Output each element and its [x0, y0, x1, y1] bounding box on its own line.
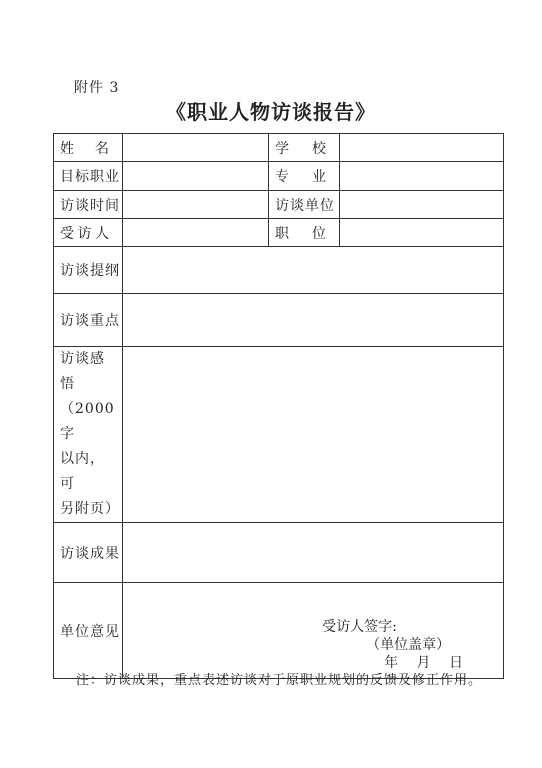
key-points-label: 访谈重点: [60, 313, 120, 329]
major-label-char: 业: [312, 169, 327, 185]
school-label-char: 学: [275, 140, 290, 157]
interview-unit-field[interactable]: [340, 191, 504, 219]
school-field[interactable]: [340, 134, 504, 162]
date-label: 年 月 日: [384, 655, 463, 671]
interview-time-label-cell: [54, 191, 123, 219]
name-label-char: 名: [95, 140, 110, 157]
name-label-char: 姓: [60, 140, 75, 157]
interview-report-form: [53, 133, 504, 679]
unit-opinion-field[interactable]: [123, 583, 504, 679]
form-row-target-job: [54, 162, 504, 191]
position-label-char: 位: [312, 225, 327, 242]
target-job-field[interactable]: [123, 162, 269, 191]
results-label: 访谈成果: [60, 545, 120, 562]
results-field[interactable]: [123, 523, 504, 583]
form-row-results: [54, 523, 504, 583]
position-field[interactable]: [340, 219, 504, 247]
form-row-reflection: [54, 347, 504, 523]
interviewee-label-char: 受: [60, 225, 75, 242]
position-label-char: 职: [275, 225, 290, 242]
reflection-field[interactable]: [123, 347, 504, 523]
unit-opinion-label: 单位意见: [60, 623, 120, 640]
major-field[interactable]: [340, 162, 504, 191]
form-row-name: [54, 134, 504, 162]
interview-unit-label: 访谈单位: [275, 197, 335, 214]
signature-label: 受访人签字:: [322, 619, 397, 635]
form-row-interview-time: [54, 191, 504, 219]
form-row-unit-opinion: [54, 583, 504, 679]
major-label-char: 专: [275, 169, 290, 185]
interviewee-label-char: 人: [95, 225, 110, 242]
attachment-label: 附件 3: [74, 80, 120, 96]
name-label-cell: [54, 134, 123, 162]
results-label-cell: [54, 523, 123, 583]
outline-field[interactable]: [123, 247, 504, 294]
seal-label: （单位盖章）: [366, 637, 451, 653]
form-row-key-points: [54, 294, 504, 347]
major-label-cell: [269, 162, 340, 191]
reflection-label: 访谈感悟 （2000 字 以内，可 另附页）: [60, 351, 120, 517]
key-points-field[interactable]: [123, 294, 504, 347]
signature-block: [322, 618, 463, 672]
form-row-interviewee: [54, 219, 504, 247]
interviewee-label-cell: [54, 219, 123, 247]
page-title: 《职业人物访谈报告》: [166, 100, 376, 124]
interview-time-field[interactable]: [123, 191, 269, 219]
outline-label: 访谈提纲: [60, 263, 120, 279]
unit-opinion-label-cell: [54, 583, 123, 679]
interviewee-label-char: 访: [77, 225, 93, 242]
position-label-cell: [269, 219, 340, 247]
outline-label-cell: [54, 247, 123, 294]
reflection-label-cell: [54, 347, 123, 523]
interview-time-label: 访谈时间: [60, 197, 120, 214]
school-label-char: 校: [312, 140, 327, 157]
school-label-cell: [269, 134, 340, 162]
target-job-label: 目标职业: [60, 169, 120, 185]
interviewee-field[interactable]: [123, 219, 269, 247]
name-field[interactable]: [123, 134, 269, 162]
footnote: 注：访谈成果，重点表述访谈对于原职业规划的反馈及修正作用。: [76, 673, 483, 688]
form-row-outline: [54, 247, 504, 294]
interview-unit-label-cell: [269, 191, 340, 219]
key-points-label-cell: [54, 294, 123, 347]
target-job-label-cell: [54, 162, 123, 191]
